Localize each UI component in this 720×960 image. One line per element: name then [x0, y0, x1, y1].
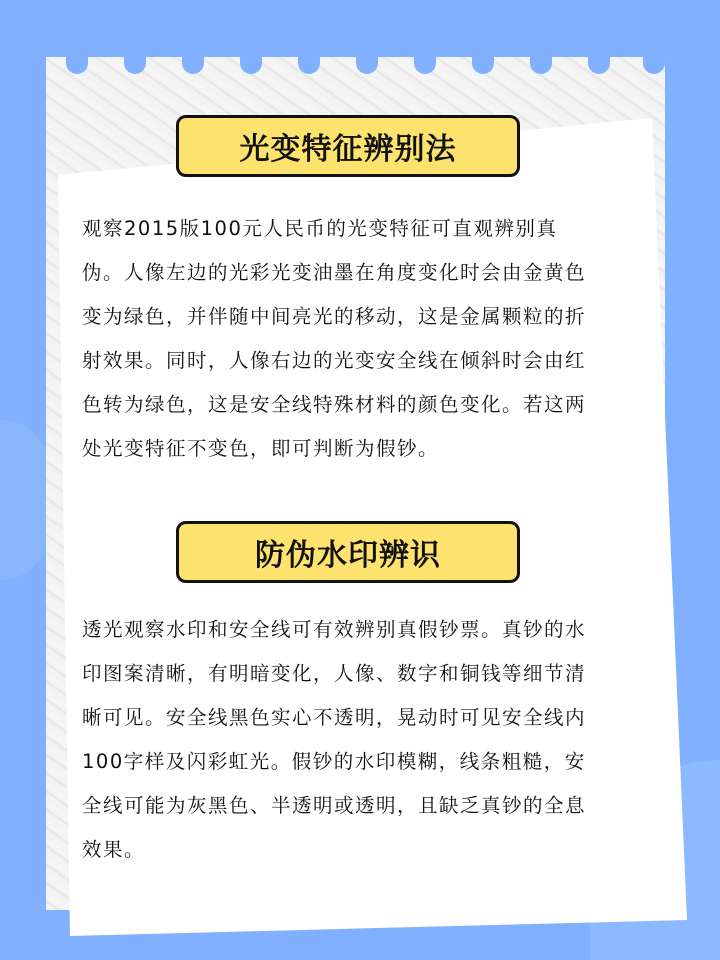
hole: [124, 50, 146, 74]
hole: [240, 50, 262, 74]
section-body-light-change: [82, 207, 662, 471]
text-line: 色转为绿色，这是安全线特殊材料的颜色变化。若这两: [82, 393, 587, 416]
text-line: 效果。: [82, 838, 146, 861]
background-circle: [0, 420, 50, 580]
hole: [530, 50, 552, 74]
hole: [414, 50, 436, 74]
section-body-watermark: [82, 608, 662, 872]
section-title-light-change: 光变特征辨别法: [176, 115, 520, 177]
hole: [588, 50, 610, 74]
notebook-holes: [46, 50, 665, 80]
hole: [182, 50, 204, 74]
text-line: 处光变特征不变色，即可判断为假钞。: [82, 437, 440, 460]
text-line: 100字样及闪彩虹光。假钞的水印模糊，线条粗糙，安: [82, 750, 586, 773]
hole: [472, 50, 494, 74]
hole: [643, 50, 665, 74]
hole: [356, 50, 378, 74]
text-line: 射效果。同时，人像右边的光变安全线在倾斜时会由红: [82, 349, 587, 372]
text-line: 透光观察水印和安全线可有效辨别真假钞票。真钞的水: [82, 618, 587, 641]
text-line: 变为绿色，并伴随中间亮光的移动，这是金属颗粒的折: [82, 305, 587, 328]
section-title-watermark: 防伪水印辨识: [176, 521, 520, 583]
text-line: 伪。人像左边的光彩光变油墨在角度变化时会由金黄色: [82, 261, 587, 284]
text-line: 印图案清晰，有明暗变化，人像、数字和铜钱等细节清: [82, 662, 587, 685]
text-line: 观察2015版100元人民币的光变特征可直观辨别真: [82, 217, 558, 240]
hole: [298, 50, 320, 74]
text-line: 全线可能为灰黑色、半透明或透明，且缺乏真钞的全息: [82, 794, 587, 817]
text-line: 晰可见。安全线黑色实心不透明，晃动时可见安全线内: [82, 706, 587, 729]
hole: [66, 50, 88, 74]
